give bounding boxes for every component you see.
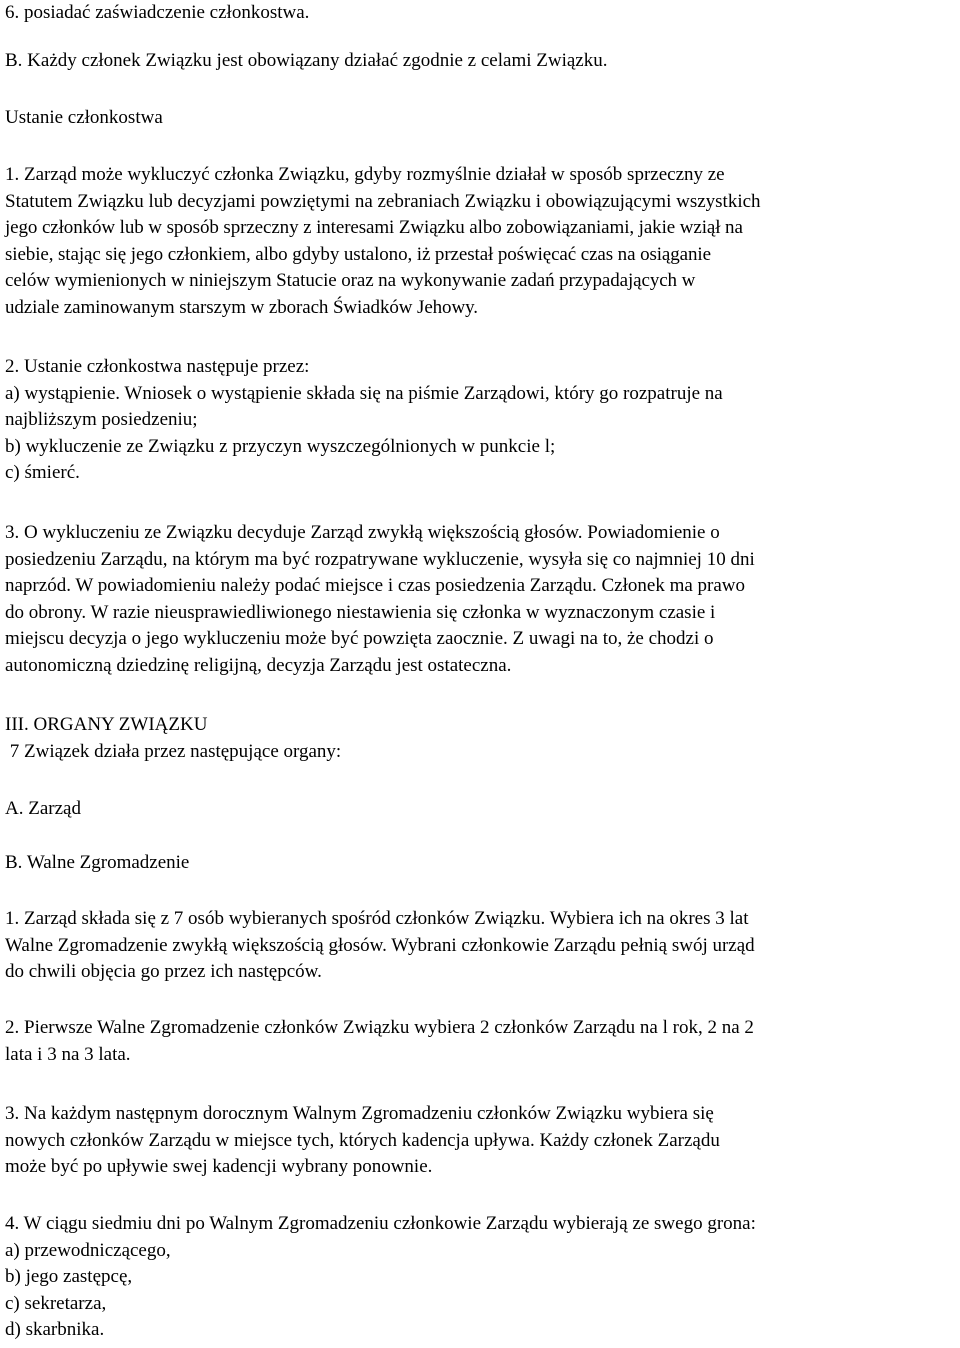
text-line: 7 Związek działa przez następujące organy: xyxy=(5,740,342,762)
text-line: jego członków lub w sposób sprzeczny z interesami Związku albo zobowiązaniami, jakie wziął na xyxy=(5,217,743,238)
list-item: c) śmierć. xyxy=(5,462,80,483)
paragraph-exclusion-procedure xyxy=(5,520,957,679)
text-line: 2. Pierwsze Walne Zgromadzenie członków Związku wybiera 2 członków Zarządu na l rok, 2 na 2 xyxy=(5,1017,754,1038)
list-item: a) przewodniczącego, xyxy=(5,1239,171,1261)
text-line: może być po upływie swej kadencji wybrany ponownie. xyxy=(5,1156,433,1177)
list-item: b) wykluczenie ze Związku z przyczyn wyszczególnionych w punkcie l; xyxy=(5,435,556,457)
paragraph-termination-modes xyxy=(5,354,957,487)
text-line: A. Zarząd xyxy=(5,798,81,819)
list-item: b) jego zastępcę, xyxy=(5,1266,133,1287)
text-line: 3. O wykluczeniu ze Związku decyduje Zarząd zwykłą większością głosów. Powiadomienie o xyxy=(5,522,720,543)
list-item: c) sekretarza, xyxy=(5,1292,107,1314)
paragraph-exclusion-grounds xyxy=(5,162,957,321)
text-line: Statutem Związku lub decyzjami powziętymi na zebraniach Związku i obowiązującymi wszystkich xyxy=(5,190,761,212)
paragraph-board-officers xyxy=(5,1211,957,1344)
text-line: B. Walne Zgromadzenie xyxy=(5,852,190,873)
paragraph-annual-assembly xyxy=(5,1101,957,1181)
paragraph-member-obligation xyxy=(5,48,957,75)
text-line: B. Każdy członek Związku jest obowiązany działać zgodnie z celami Związku. xyxy=(5,50,608,71)
paragraph-membership-certificate xyxy=(5,0,957,27)
heading-line: Ustanie członkostwa xyxy=(5,107,163,128)
text-line: 3. Na każdym następnym dorocznym Walnym Zgromadzeniu członków Związku wybiera się xyxy=(5,1103,714,1124)
text-line: 6. posiadać zaświadczenie członkostwa. xyxy=(5,2,310,23)
text-line: do chwili objęcia go przez ich następców. xyxy=(5,961,322,982)
text-line: 2. Ustanie członkostwa następuje przez: xyxy=(5,356,310,377)
text-line: 1. Zarząd może wykluczyć członka Związku, gdyby rozmyślnie działał w sposób sprzeczny ze xyxy=(5,164,725,185)
text-line: miejscu decyzja o jego wykluczeniu może być powzięta zaocznie. Z uwagi na to, że chodzi o xyxy=(5,628,714,649)
paragraph-board-composition xyxy=(5,906,957,986)
list-item-continuation: najbliższym posiedzeniu; xyxy=(5,409,198,430)
text-line: autonomiczną dziedzinę religijną, decyzja Zarządu jest ostateczna. xyxy=(5,654,512,676)
paragraph-first-assembly xyxy=(5,1015,957,1068)
text-line: 1. Zarząd składa się z 7 osób wybieranych spośród członków Związku. Wybiera ich na okres 3 lat xyxy=(5,908,749,929)
text-line: do obrony. W razie nieusprawiedliwionego niestawienia się członka w wyznaczonym czasie i xyxy=(5,601,716,623)
text-line: siebie, stając się jego członkiem, albo gdyby ustalono, iż przestał poświęcać czas na osiąganie xyxy=(5,243,711,265)
text-line: Walne Zgromadzenie zwykłą większością głosów. Wybrani członkowie Zarządu pełnią swój urząd xyxy=(5,934,755,956)
text-line: posiedzeniu Zarządu, na którym ma być rozpatrywane wykluczenie, wysyła się co najmniej 10 dni xyxy=(5,548,755,570)
section-heading-union-organs xyxy=(5,712,957,765)
text-line: udziale zaminowanym starszym w zborach Świadków Jehowy. xyxy=(5,296,478,318)
text-line: lata i 3 na 3 lata. xyxy=(5,1043,131,1065)
text-line: naprzód. W powiadomieniu należy podać miejsce i czas posiedzenia Zarządu. Członek ma prawo xyxy=(5,575,746,596)
text-line: nowych członków Zarządu w miejsce tych, których kadencja upływa. Każdy członek Zarządu xyxy=(5,1129,720,1151)
section-heading-membership-termination xyxy=(5,105,957,132)
organ-board xyxy=(5,796,957,823)
heading-line: III. ORGANY ZWIĄZKU xyxy=(5,714,208,735)
list-item: d) skarbnika. xyxy=(5,1319,105,1340)
text-line: celów wymienionych w niniejszym Statucie oraz na wykonywanie zadań przypadających w xyxy=(5,270,696,291)
list-item: a) wystąpienie. Wniosek o wystąpienie składa się na piśmie Zarządowi, który go rozpatruje na xyxy=(5,382,723,404)
organ-general-assembly xyxy=(5,850,957,877)
text-line: 4. W ciągu siedmiu dni po Walnym Zgromadzeniu członkowie Zarządu wybierają ze swego grona: xyxy=(5,1213,756,1234)
